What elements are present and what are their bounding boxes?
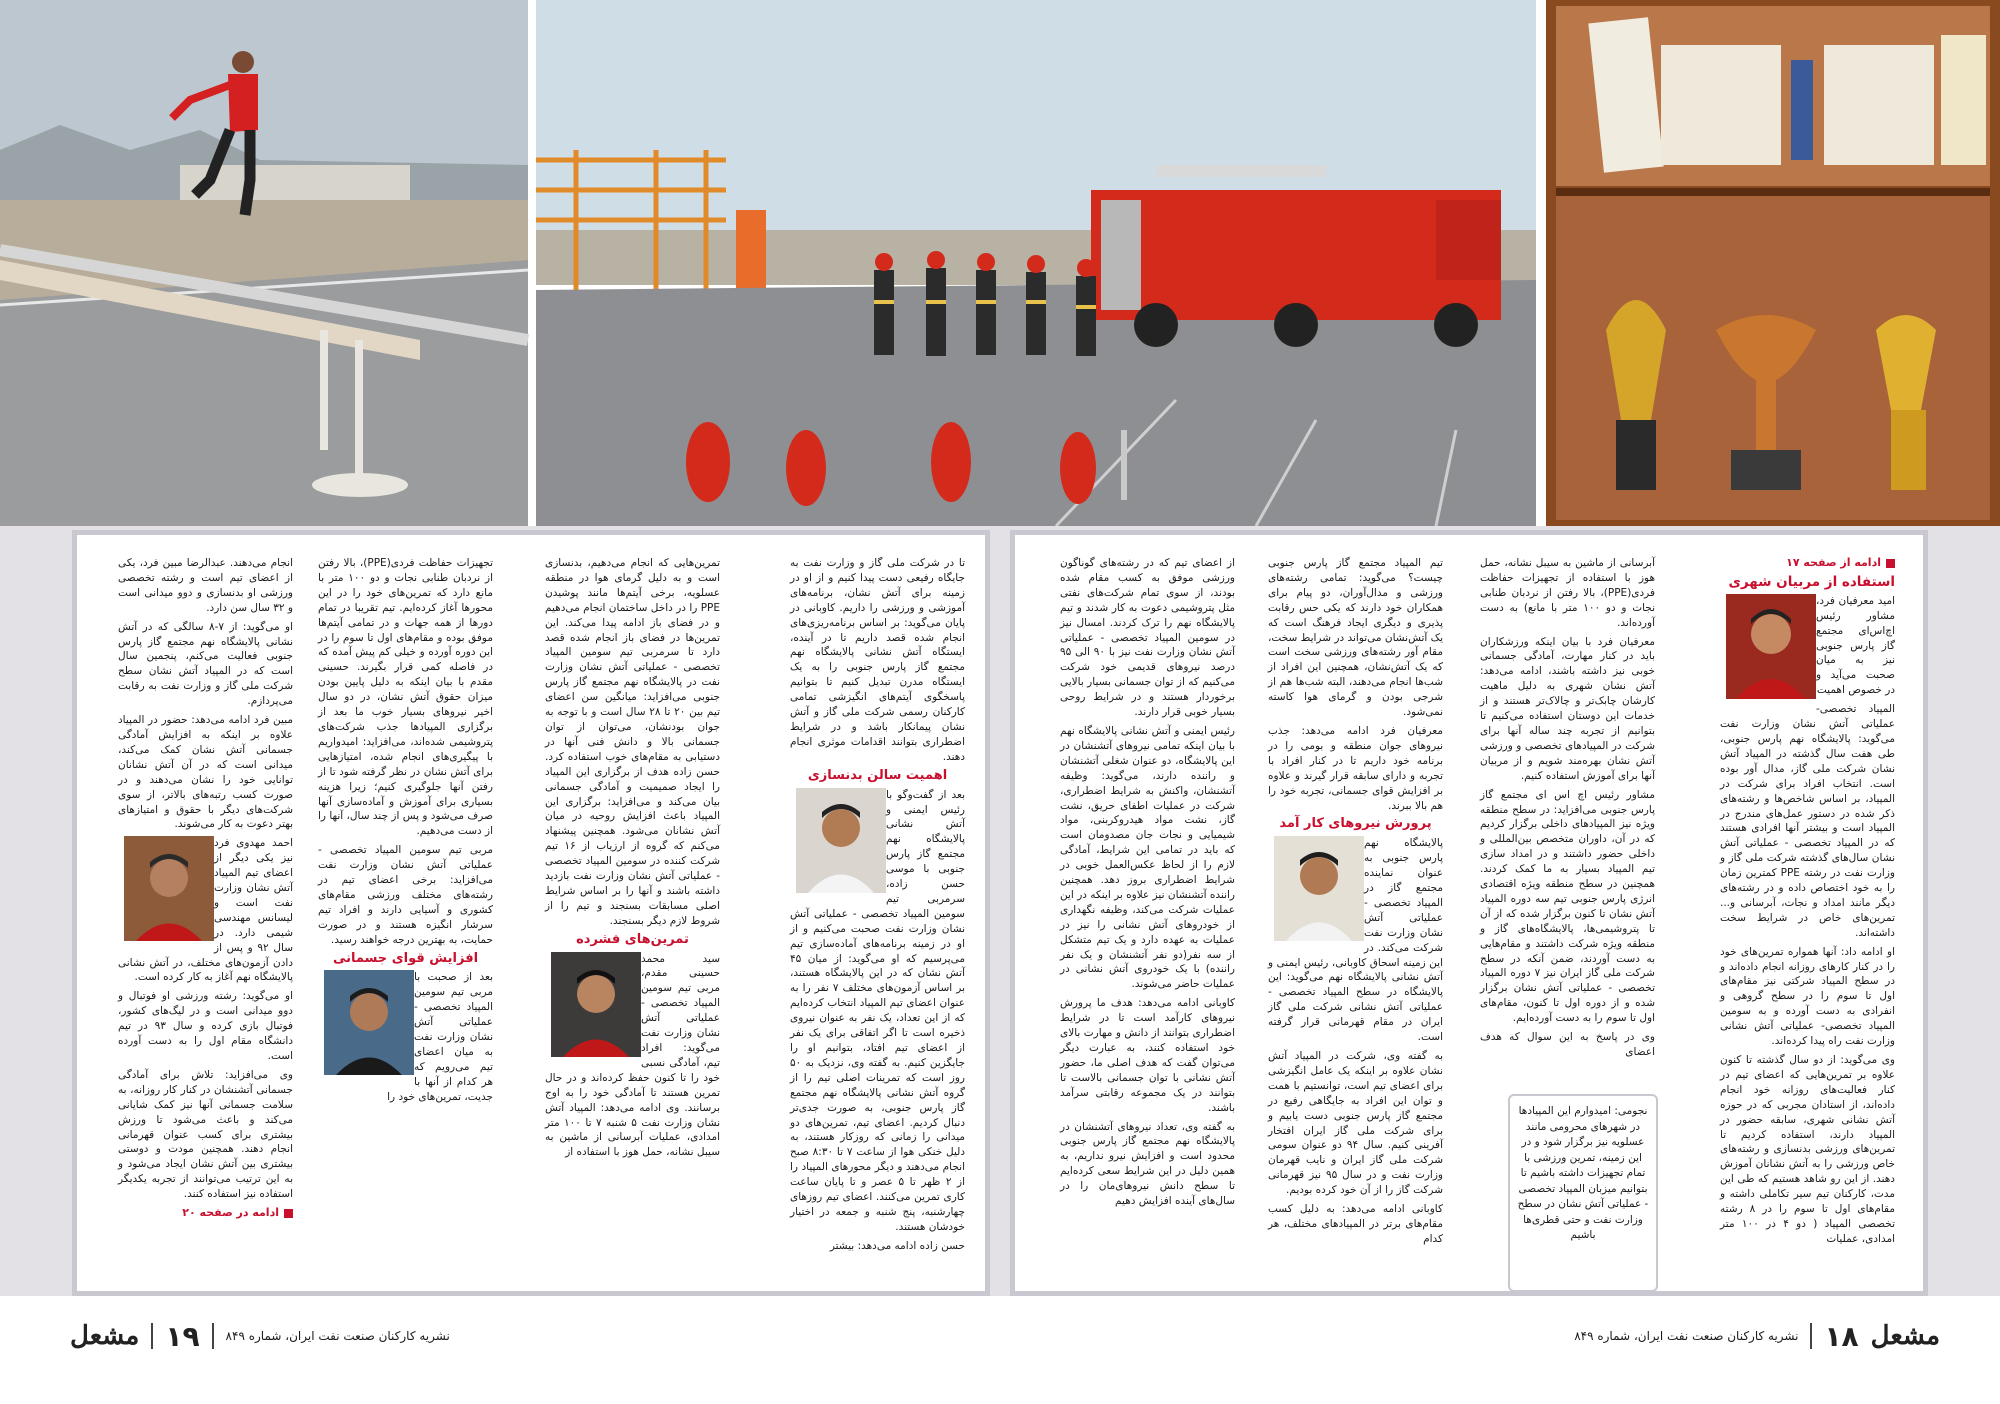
paragraph: وی در پاسخ به این سوال که هدف اعضای bbox=[1480, 1031, 1655, 1058]
mashal-logo: مشعل bbox=[70, 1321, 140, 1351]
red-square-icon bbox=[1886, 559, 1895, 568]
trophy-cabinet-photo-icon bbox=[1546, 0, 2000, 526]
firefighters-fire-truck-photo-icon bbox=[536, 0, 1536, 526]
left-page-col-4 bbox=[118, 556, 293, 1272]
paragraph: به گفته وی، شرکت در المپیاد آتش نشان علاوه بر اینکه یک عامل انگیزشی برای اعضای تیم است، توانستیم با همت و توان این افراد به جایگاهی رفیع در مجتمع گاز پارس جنوبی دست یابیم و برای شرکت ملی گاز ایران افتخار آفرینی کنیم. سال ۹۴ دو عنوان سومی شرکت ملی گاز ایران و نایب قهرمان وزارت نفت و در سال ۹۵ نیز قهرمانی شرکت گاز را از آن خود کرده بودیم. bbox=[1268, 1050, 1443, 1197]
right-page-footer bbox=[1574, 1318, 1940, 1354]
publication-caption: نشریه کارکنان صنعت نفت ایران، شماره ۸۴۹ bbox=[225, 1329, 450, 1343]
left-page-footer bbox=[70, 1318, 450, 1354]
paragraph: حسن زاده ادامه می‌دهد: بیشتر bbox=[829, 1239, 965, 1252]
subheading-intensive-training: تمرین‌های فشرده bbox=[576, 931, 689, 947]
section-kicker: استفاده از مربیان شهری bbox=[1728, 573, 1895, 590]
paragraph: تا در شرکت ملی گاز و وزارت نفت به جایگاه رفیعی دست پیدا کنیم و از او در زمینه برای آتش نشان، برنامه‌های آموزشی و ورزشی را داریم. کاوبانی در پایان می‌گوید: بر اساس برنامه‌ریزی‌های انجام شده قصد داریم تا در آینده، ایستگاه آتش نشانی پالایشگاه نهم مجتمع گاز پارس جنوبی را به یک ایستگاه مدرن تبدیل کنیم تا بتوانیم پاسخگوی آیتم‌های انگیزشی تمامی کارکنان رسمی شرکت ملی گاز و آتش نشان پیمانکار باشد و در شرایط اضطراری بتوانند اقدامات موثری انجام دهند. bbox=[790, 557, 965, 763]
right-page-col-3 bbox=[1268, 556, 1443, 1245]
paragraph: مبین فرد ادامه می‌دهد: حضور در المپیاد علاوه بر اینکه به افزایش آمادگی جسمانی آتش نشان کمک می‌کند، میدانی است که در آن آتش نشانان توانایی خود را نشان می‌دهند و در صورت کسب رتبه‌های بالاتر، از سوی شرکت‌های دیگر با حقوق و امتیازهای بهتر دعوت به کار می‌شوند. bbox=[118, 714, 293, 831]
subheading-physical-strength: افزایش قوای جسمانی bbox=[332, 950, 479, 966]
paragraph: به گفته وی، تعداد نیروهای آتشنشان در پالایشگاه نهم مجتمع گاز پارس جنوبی محدود است و افزایش نیرو نداریم، به همین دلیل در این شرایط سعی کرده‌ایم تا سطح دانش نیروهای‌مان را در سال‌های آینده افزایش دهیم bbox=[1060, 1120, 1235, 1208]
paragraph: معرفیان فرد ادامه می‌دهد: جذب نیروهای جوان منطقه و بومی را در برنامه خود داریم تا در کنار افراد با تجربه و دارای سابقه قرار گیرند و علاوه بر افزایش قوای جسمانی، تجربه خود را هم بالا ببرند. bbox=[1268, 724, 1443, 812]
left-page-col-3 bbox=[318, 556, 493, 1272]
paragraph: مشاور رئیس اچ اس ای مجتمع گاز پارس جنوبی می‌افزاید: در سطح منطقه ویژه نیز المپیادهای داخلی برگزار کردیم که در آن، داوران متخصص بین‌المللی و داخلی حضور داشتند و در امداد سازی تیم المپیاد بسیار به ما کمک کردند. همچنین در سطح منطقه ویژه اقتصادی انرژی پارس جنوبی تیم سه دوره المپیاد آتش نشان تا کنون برگزار شده که از آن تا پتروشیمی‌ها، پالایشگاه‌های گاز و منطقه ویژه شرکت داشتند و مقام‌هایی به دست آوردند، ضمن آنکه در سطح شرکت ملی گاز ایران نیز ۷ دوره المپیاد تخصصی - عملیاتی آتش نشان برگزار شده و از دوره اول تا کنون، مقام‌های اول تا سوم را به دست آورده‌ایم. bbox=[1480, 788, 1655, 1025]
portrait-kavbani-photo bbox=[1274, 836, 1364, 941]
paragraph: انجام می‌دهند. عبدالرضا مبین فرد، یکی از اعضای تیم است و رشته تخصصی ورزشی او بدنسازی و دوو میدانی است و ۳۲ سال سن دارد. bbox=[118, 557, 293, 614]
paragraph: تمرین‌هایی که انجام می‌دهیم، بدنسازی است و به دلیل گرمای هوا در منطقه عسلویه، برخی آیتم‌ها مانند پوشیدن PPE را در داخل ساختمان انجام می‌دهیم و در فضای باز ادامه پیدا می‌کند. این تمرین‌ها در فضای باز انجام شده قصد دارد تا سرمربی تیم سومین المپیاد تخصصی - عملیاتی آتش نشان وزارت نفت در پالایشگاه نهم مجتمع گاز پارس جنوبی می‌افزاید: میانگین سن اعضای تیم بین ۲۰ تا ۲۸ سال است و با توجه به جوان بودنشان، می‌توان از توان جسمانی بالا و دانش فنی آنها در دستیابی به مقام‌های خوب استفاده کرد. حسن زاده هدف از برگزاری این المپیاد را ایجاد صمیمیت و آمادگی جسمانی بیان می‌کند و می‌افزاید: برگزاری این المپیاد باعث افزایش روحیه در میان آتش نشانان می‌شود. همچنین پیشنهاد می‌کنم که گروه از ارزیاب از ۱۶ تیم شرکت کننده در سومین المپیاد تخصصی - عملیاتی آتش نشان وزارت نفت بازدید داشته باشند و آنها را بر اساس شرایط اصلی مسابقات بسنجند و تیم را از شروط لازم دیگر بسنجند. bbox=[545, 557, 720, 927]
subheading-gym-importance: اهمیت سالن بدنسازی bbox=[807, 767, 948, 783]
paragraph: آبرسانی از ماشین به سیبل نشانه، حمل هوز با استفاده از تجهیزات حفاظت فردی(PPE)، بالا رفتن از نردبان طنابی نجات و دو ۱۰۰ متر با مانع) به دست آورده‌اند. bbox=[1480, 557, 1655, 629]
continued-from-label: ادامه از صفحه ۱۷ bbox=[1786, 556, 1895, 569]
paragraph: او ادامه داد: آنها همواره تمرین‌های خود را در کنار کارهای روزانه انجام داده‌اند و در سطح المپیاد شرکتی نیز مقام‌های اول تا سوم را در سطح گروهی و انفرادی به دست آورده و به سومین المپیاد تخصصی- عملیاتی آتش نشانی وزارت نفت راه پیدا کرده‌اند. bbox=[1720, 945, 1895, 1048]
paragraph: وی می‌افزاید: تلاش برای آمادگی جسمانی آتشنشان در کنار کار روزانه، به سلامت جسمانی آنها نیز کمک شایانی می‌کند و باعث می‌شود تا ورزش بیشتری برای کسب عنوان قهرمانی انجام دهند. همچنین مودت و دوستی بیشتری بین آتش نشان ایجاد می‌شود و به این ترتیب می‌توانند از تجربه یکدیگر استفاده نیز استفاده کنند. bbox=[118, 1068, 293, 1201]
footer-divider bbox=[151, 1323, 153, 1349]
paragraph: تیم المپیاد مجتمع گاز پارس جنوبی چیست؟ می‌گوید: تمامی رشته‌های ورزشی و مدال‌آوران، دو پیام برای همکاران خود دارند که یکی حس رقابت پذیری و دیگری ایجاد فرهنگ است که یک آتش‌نشان می‌تواند در شرایط سخت، مقام آور رشته‌های ورزشی سخت است که یک آتش‌نشان، همچنین این افراد از شب‌ها انجام می‌دهند، البته شب‌ها هم از شرجی بودن و گرمای هوا کاسته نمی‌شود. bbox=[1268, 557, 1443, 719]
person-portrait-icon bbox=[796, 788, 886, 893]
person-portrait-icon bbox=[551, 952, 641, 1057]
paragraph: رئیس ایمنی و آتش نشانی پالایشگاه نهم با بیان اینکه تمامی نیروهای آتشنشان در این پالایشگاه، دو عنوان شغلی آتشنشان و راننده دارند، می‌گوید: وظیفه آتشنشان، واکنش به شرایط اضطراری، شرکت در عملیات اطفای حریق، نشت گاز، نشت مواد هیدروکربنی، مواد شیمیایی و نجات جان مصدومان است که باید در تمامی این شرایط، آمادگی لازم را از لحاظ عکس‌العمل خوبی در شرایط اضطراری بروز دهد. همچنین راننده آتشنشان نیز علاوه بر اینکه در این عملیات شرکت می‌کند، وظیفه نگهداری از خودروهای آتش نشانی را نیز در عملیات به عهده دارد و یک تیم متشکل از سه نفر(دو نفر آتشنشان و یک نفر راننده) با یک خودروی آتش نشانی در عملیات حاضر می‌شوند. bbox=[1060, 724, 1235, 991]
paragraph: وی می‌گوید: از دو سال گذشته تا کنون علاوه بر تمرین‌هایی که اعضای تیم در کنار فعالیت‌های روزانه خود انجام داده‌اند، از استادان مجربی که در حوزه آتش نشانی شهری، سابقه حضور در المپیاد دارند، استفاده کردیم تا تمرین‌های ورزشی بدنسازی و رشته‌های خاص ورزشی را به آتش نشانان آموزش دهند. از این رو شاهد هستیم که طی این مدت، کارکنان تیم سیر تکاملی داشته و مقام‌های اول تا سوم را در ۸ رشته تخصصی المپیاد ( دو ۴ در ۱۰۰ متر امدادی، عملیات bbox=[1720, 1054, 1895, 1245]
footer-divider bbox=[212, 1323, 214, 1349]
portrait-moarefian-photo bbox=[1726, 594, 1816, 699]
paragraph: سید محمد حسینی مقدم، مربی تیم سومین المپیاد تخصصی - عملیاتی آتش نشان وزارت نفت می‌گوید: افراد تیم، آمادگی نسبی خود را تا کنون حفظ کرده‌اند و در حال تمرین هستند تا آمادگی خود را به اوج برسانند. وی ادامه می‌دهد: المپیاد آتش نشان وزارت نفت ۵ شنبه ۷ تا ۱۰۰ متر امدادی، عملیات آبرسانی از ماشین به سیبل نشانه، حمل هوز با استفاده از bbox=[545, 952, 720, 1159]
right-page-col-1 bbox=[1720, 556, 1895, 1272]
mashal-logo: مشعل bbox=[1870, 1321, 1940, 1351]
firefighters-photo bbox=[536, 0, 1536, 526]
athlete-hurdle-photo bbox=[0, 0, 528, 526]
paragraph: معرفیان فرد با بیان اینکه ورزشکاران باید در کنار مهارت، آمادگی جسمانی خوبی نیز داشته باشند، ادامه می‌دهد: آتش نشان شهری به دلیل ماهیت کارشان چابک‌تر و چالاک‌تر هستند و از خدمات این دوستان استفاده می‌کنیم تا بتوانیم از تجربه چند ساله آنها برای شرکت در المپیادهای تخصصی و ورزشی آتش نشان بهره‌مند شویم و از مربیان آنها برای آموزش استفاده کنیم. bbox=[1480, 635, 1655, 782]
publication-caption: نشریه کارکنان صنعت نفت ایران، شماره ۸۴۹ bbox=[1574, 1329, 1799, 1343]
portrait-mobinfard-photo bbox=[324, 970, 414, 1075]
portrait-hosseini-photo bbox=[551, 952, 641, 1057]
paragraph: او می‌گوید: از ۷-۸ سالگی که در آتش نشانی پالایشگاه نهم مجتمع گاز پارس جنوبی فعالیت می‌کنم، پنجمین سال است که در المپیاد آتش نشان سطح شرکت ملی گاز و وزارت نفت به رقابت می‌پردازم. bbox=[118, 620, 294, 708]
paragraph: احمد مهدوی فرد نیز یکی دیگر از اعضای تیم المپیاد آتش نشان وزارت نفت است و لیسانس مهندسی شیمی دارد. در سال ۹۲ و پس از دادن آزمون‌های مختلف، در آتش نشانی پالایشگاه نهم آغاز به کار کرده است. bbox=[118, 837, 293, 984]
page-number: ۱۸ bbox=[1824, 1319, 1859, 1353]
person-portrait-icon bbox=[1726, 594, 1816, 699]
paragraph: کاوبانی ادامه می‌دهد: هدف ما پرورش نیروهای کارآمد است تا در شرایط اضطراری بتوانند از دانش و مهارت بالای خود استفاده کنند، به عبارت دیگر می‌توان گفت که هدف اصلی ما، حضور آتش نشانی با توان جسمانی بالاست تا بتوانند در یک مجموعه رقابتی سرآمد باشند. bbox=[1060, 997, 1235, 1114]
portrait-mahdavifard-photo bbox=[124, 836, 214, 941]
portrait-hassanzadeh-photo bbox=[796, 788, 886, 893]
red-square-icon bbox=[284, 1209, 293, 1218]
pull-quote-box: نجومی: امیدوارم این المپیادها در شهرهای محرومی مانند عسلویه نیز برگزار شود و در این زمینه، تمرین ورزشی با تمام تجهیزات داشته باشیم تا بتوانیم میزبان المپیاد تخصصی - عملیاتی آتش نشان در سطح وزارت نفت و حتی قطری‌ها باشیم bbox=[1508, 1094, 1658, 1292]
continued-to-label: ادامه در صفحه ۲۰ bbox=[182, 1206, 293, 1219]
page-number: ۱۹ bbox=[165, 1319, 200, 1353]
paragraph: از اعضای تیم که در رشته‌های گوناگون ورزشی موفق به کسب مقام شده بودند، از سوی تمام شرکت‌های نفتی مثل پتروشیمی دعوت به کار شدند و تیم پالایشگاه نهم را ترک کردند. امسال نیز در سومین المپیاد تخصصی - عملیاتی آتش نشان وزارت نفت نیز با ۹۰ الی ۹۵ درصد نیروهای قدیمی خود شرکت می‌کنیم که از توان جسمانی بسیار بالایی برخوردار هستند و در شرایط روحی بسیار خوبی قرار دارند. bbox=[1060, 557, 1235, 719]
subheading-efficient-forces: پرورش نیروهای کار آمد bbox=[1279, 816, 1432, 832]
person-portrait-icon bbox=[1274, 836, 1364, 941]
footer-divider bbox=[1810, 1323, 1812, 1349]
left-page-col-1 bbox=[790, 556, 965, 1272]
paragraph: بعد از صحبت با مربی تیم سومین المپیاد تخصصی - عملیاتی آتش نشان وزارت نفت به میان اعضای تیم می‌رویم که هر کدام از آنها با جدیت، تمرین‌های خود را bbox=[387, 971, 493, 1103]
paragraph: مربی تیم سومین المپیاد تخصصی - عملیاتی آتش نشان وزارت نفت می‌افزاید: برخی اعضای تیم در رشته‌های مختلف ورزشی مقام‌های کشوری و آسیایی دارند و افراد تیم سرشار انگیزه هستند و در صورت حمایت، به بهترین درجه خواهند رسید. bbox=[318, 844, 493, 946]
paragraph: المپیاد تخصصی- عملیاتی آتش نشان وزارت نفت می‌گوید: پالایشگاه نهم پارس جنوبی، طی هفت سال گذشته در المپیاد آتش نشان شرکت ملی گاز، مدال آور بوده است. انتخاب افراد برای شرکت در المپیاد، بر اساس شاخص‌ها و رشته‌های ذکر شده در دستور عمل‌های مندرج در المپیاد است و بیشتر آنها افرادی هستند که در المپیاد تخصصی - عملیاتی آتش نشان سال‌های گذشته شرکت ملی گاز و وزارت نفت در رشته PPE کمترین زمان را به خود اختصاص داده و در رشته‌های دیگر مانند امداد و نجات، آبرسانی و... تمرین‌های خاص در شرایط سخت داشته‌اند. bbox=[1720, 703, 1895, 939]
paragraph: تجهیزات حفاظت فردی(PPE)، بالا رفتن از نردبان طنابی نجات و دو ۱۰۰ متر با مانع دارد که تمرین‌های خود را در این محورها آغاز کرده‌ایم. تیم تقریبا در تمام دورها از همه جهات و در تمامی آیتم‌ها موفق بوده و مقام‌های اول تا سوم را در این دوره آورده و خیلی کم پیش آمده که در فاصله کمی قرار بگیرند. حسینی مقدم با بیان اینکه به دلیل پایین بودن میزان حقوق آتش نشان، در دو سال اخیر نیروهای بسیار خوب ما بعد از برگزاری المپیادها جذب شرکت‌های پتروشیمی شده‌اند، می‌افزاید: امیدواریم با پیگیری‌های انجام شده، امتیازهایی برای آتش نشان در نظر گرفته شود تا از رفتن آنها جلوگیری کنیم؛ زیرا هزینه بسیاری برای آموزش و آماده‌سازی آنها صرف می‌شود و پس از چند سال، آنها را از دست می‌دهیم. bbox=[318, 557, 493, 838]
paragraph: بعد از گفت‌وگو با رئیس ایمنی و آتش نشانی پالایشگاه نهم مجتمع گاز پارس جنوبی با موسی حسن زاده، سرمربی تیم سومین المپیاد تخصصی - عملیاتی آتش نشان وزارت نفت صحبت می‌کنیم و از او در زمینه برنامه‌های آماده‌سازی تیم می‌پرسیم که او می‌گوید: از میان ۴۵ آتش نشان که در این پالایشگاه هستند، بر اساس آزمون‌های مختلف ۷ نفر را به عنوان اعضای تیم المپیاد انتخاب کرده‌ایم که از این تعداد، یک نفر به عنوان نیروی ذخیره است تا اگر اتفاقی برای یک نفر از اعضای تیم افتاد، بتوانیم او را جایگزین کنیم. به گفته وی، نزدیک به ۵۰ روز است که تمرینات اصلی تیم را از گروه آتش نشانی پالایشگاه نهم مجتمع گاز پارس جنوبی، به صورت جدی‌تر دنبال کردیم. اعضای تیم، تمرین‌های دو میدانی را زمانی که روزکار هستند، به دلیل خنکی هوا از ساعت ۷ تا ۸:۳۰ صبح انجام می‌دهند و دیگر محورهای المپیاد را از ۲ ظهر تا ۵ عصر و تا پایان ساعت کاری تمرین می‌کنند. اعضای تیم روزهای چهارشنبه، پنج شنبه و جمعه در اختیار خودشان هستند. bbox=[790, 788, 966, 1233]
paragraph: او می‌گوید: رشته ورزشی او فوتبال و دوو میدانی است و در لیگ‌های کشور، فوتبال بازی کرده و سال ۹۳ در تیم دانشگاه مقام اول را به دست آورده است. bbox=[118, 990, 293, 1062]
left-page-col-2 bbox=[545, 556, 720, 1272]
paragraph: امید معرفیان فرد، مشاور رئیس اچ‌اس‌ای مجتمع گاز پارس جنوبی نیز به میان صحبت می‌آید و در خصوص اهمیت bbox=[1816, 594, 1895, 697]
person-portrait-icon bbox=[324, 970, 414, 1075]
right-page-col-4 bbox=[1060, 556, 1235, 1272]
paragraph: کاوبانی ادامه می‌دهد: به دلیل کسب مقام‌های برتر در المپیادهای مختلف، هر کدام bbox=[1268, 1203, 1443, 1245]
trophy-cabinet-photo bbox=[1546, 0, 2000, 526]
paragraph: پالایشگاه نهم پارس جنوبی به عنوان نماینده مجتمع گاز در المپیاد تخصصی - عملیاتی آتش نشان وزارت نفت شرکت می‌کند. در این زمینه اسحاق کاوبانی، رئیس ایمنی و آتش نشانی پالایشگاه نهم می‌گوید: این پالایشگاه در سطح المپیاد تخصصی - عملیاتی آتش نشانی شرکت ملی گاز ایران در مقام قهرمانی قرار گرفته است. bbox=[1268, 837, 1443, 1044]
athlete-hurdle-training-photo-icon bbox=[0, 0, 528, 526]
person-portrait-icon bbox=[124, 836, 214, 941]
